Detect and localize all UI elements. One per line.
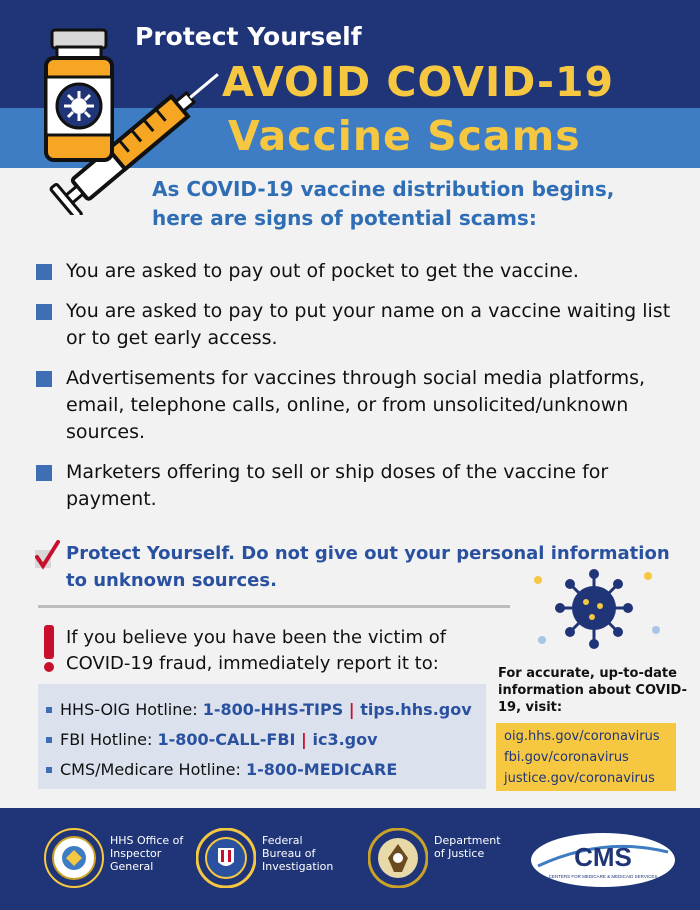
link-fbi-coronavirus[interactable]: fbi.gov/coronavirus (504, 750, 629, 765)
divider (38, 605, 510, 608)
hotline-hhs-oig (46, 695, 486, 725)
hotline-website-link[interactable]: ic3.gov (312, 730, 378, 749)
cms-logo-subtext: CENTERS FOR MEDICARE & MEDICAID SERVICES (548, 874, 658, 879)
agency-label: Federal Bureau of Investigation (262, 834, 334, 873)
scam-signs-list (36, 258, 676, 513)
pre-title: Protect Yourself (135, 22, 362, 51)
hotline-number[interactable]: 1-800-HHS-TIPS (202, 700, 344, 719)
report-text: If you believe you have been the victim of COVID-19 fraud, immediately report it to: (66, 627, 447, 674)
square-bullet-icon (36, 264, 52, 280)
list-item-text: Advertisements for vaccines through social media platforms, email, telephone calls, online, or from unsolicited/unknown sources. (66, 367, 646, 443)
list-item (36, 365, 676, 446)
hotline-label: FBI Hotline: (60, 730, 158, 749)
list-item-text: You are asked to pay out of pocket to get the vaccine. (66, 260, 579, 282)
list-item (36, 258, 676, 285)
square-bullet-icon (36, 465, 52, 481)
report-section (38, 625, 488, 677)
links-box (496, 723, 676, 791)
hotline-label: HHS-OIG Hotline: (60, 700, 203, 719)
hotline-number[interactable]: 1-800-CALL-FBI (157, 730, 296, 749)
link-justice-coronavirus[interactable]: justice.gov/coronavirus (504, 771, 655, 786)
link-oig-coronavirus[interactable]: oig.hhs.gov/coronavirus (504, 729, 660, 744)
virus-icon (530, 568, 670, 650)
list-item (36, 298, 676, 352)
checkmark-icon (34, 540, 60, 570)
square-bullet-icon (36, 371, 52, 387)
intro-text: As COVID-19 vaccine distribution begins, here are signs of potential scams: (152, 177, 615, 230)
hotline-label: CMS/Medicare Hotline: (60, 760, 246, 779)
footer (0, 808, 700, 910)
cms-logo-text: CMS (574, 842, 632, 872)
hotline-website-link[interactable]: tips.hhs.gov (360, 700, 472, 719)
hotline-fbi (46, 725, 486, 755)
exclamation-icon (42, 625, 56, 673)
bullet-dot-icon (46, 737, 52, 743)
doj-seal-icon (368, 828, 428, 888)
hotline-number[interactable]: 1-800-MEDICARE (245, 760, 398, 779)
hotline-cms-medicare (46, 755, 486, 785)
fbi-seal-icon (196, 828, 256, 888)
agency-label: Department of Justice (434, 834, 501, 860)
bullet-dot-icon (46, 767, 52, 773)
cms-logo (528, 830, 678, 890)
page-title-line1: AVOID COVID-19 (222, 58, 615, 106)
square-bullet-icon (36, 304, 52, 320)
separator: | (295, 730, 313, 749)
list-item-text: You are asked to pay to put your name on a vaccine waiting list or to get early access. (66, 300, 671, 349)
protect-text: Protect Yourself. Do not give out your personal information to unknown sources. (66, 543, 670, 591)
list-item-text: Marketers offering to sell or ship doses of the vaccine for payment. (66, 461, 609, 510)
list-item (36, 459, 676, 513)
bullet-dot-icon (46, 707, 52, 713)
info-text: For accurate, up-to-date information about COVID-19, visit: (498, 666, 687, 715)
hhs-oig-seal-icon (44, 828, 104, 888)
page-title-line2: Vaccine Scams (228, 112, 581, 160)
hotlines-box (38, 684, 486, 789)
agency-label: HHS Office of Inspector General (110, 834, 184, 873)
separator: | (343, 700, 361, 719)
